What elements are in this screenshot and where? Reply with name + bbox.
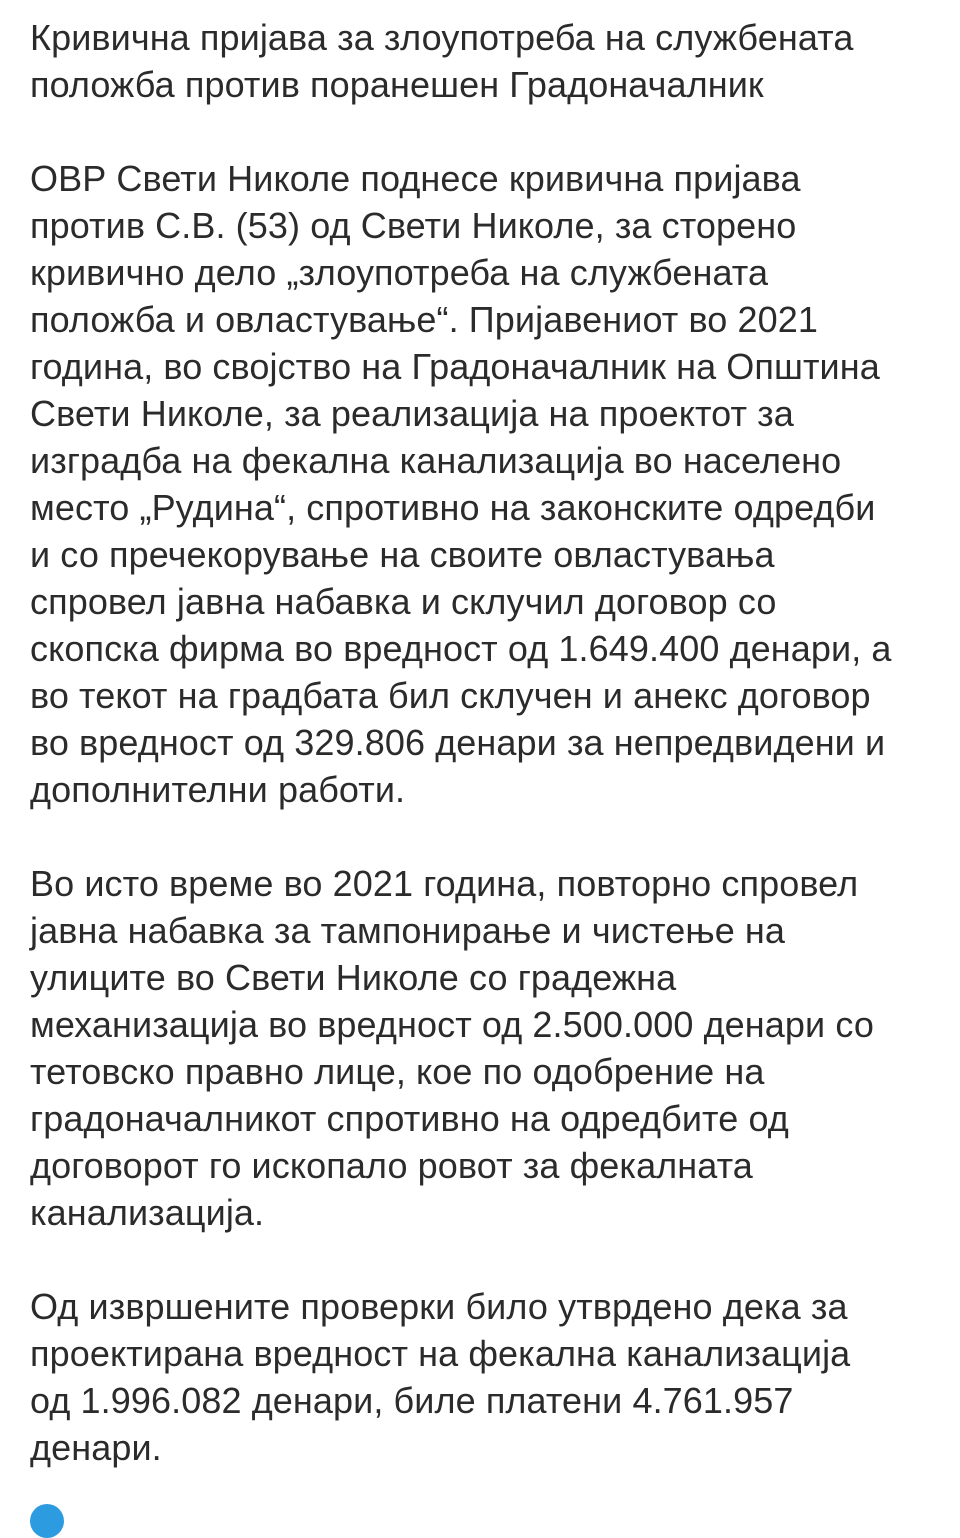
post-paragraph-2: Во исто време во 2021 година, повторно спровел јавна набавка за тампонирање и чистење на улиците во Свети Николе со градежна механизација во вредност од 2.500.000 денари со тетовско правно лице, кое по одобрение на градоначалникот спротивно на одредбите од договорот го ископало ровот за фекалната канализација. — [30, 863, 874, 1233]
partial-avatar-icon[interactable] — [30, 1504, 64, 1538]
post-paragraph-1: ОВР Свети Николе поднесе кривична пријава против С.В. (53) од Свети Николе, за сторено кривично дело „злоупотреба на службената положба и овластување“. Пријавениот во 2021 година, во својство на Градоначалник на Општина Свети Николе, за реализација на проектот за изградба на фекална канализација во населено место „Рудина“, спротивно на законските одредби и со пречекорување на своите овластувања спровел јавна набавка и склучил договор со скопска фирма во вредност од 1.649.400 денари, а во текот на градбата бил склучен и анекс договор во вредност од 329.806 денари за непредвидени и дополнителни работи. — [30, 158, 892, 810]
post-body — [30, 14, 930, 1471]
post-paragraph-3: Од извршените проверки било утврдено дека за проектирана вредност на фекална канализација од 1.996.082 денари, биле платени 4.761.957 денари. — [30, 1286, 851, 1468]
post-title: Кривична пријава за злоупотреба на службената положба против поранешен Градоначалник — [30, 17, 854, 105]
